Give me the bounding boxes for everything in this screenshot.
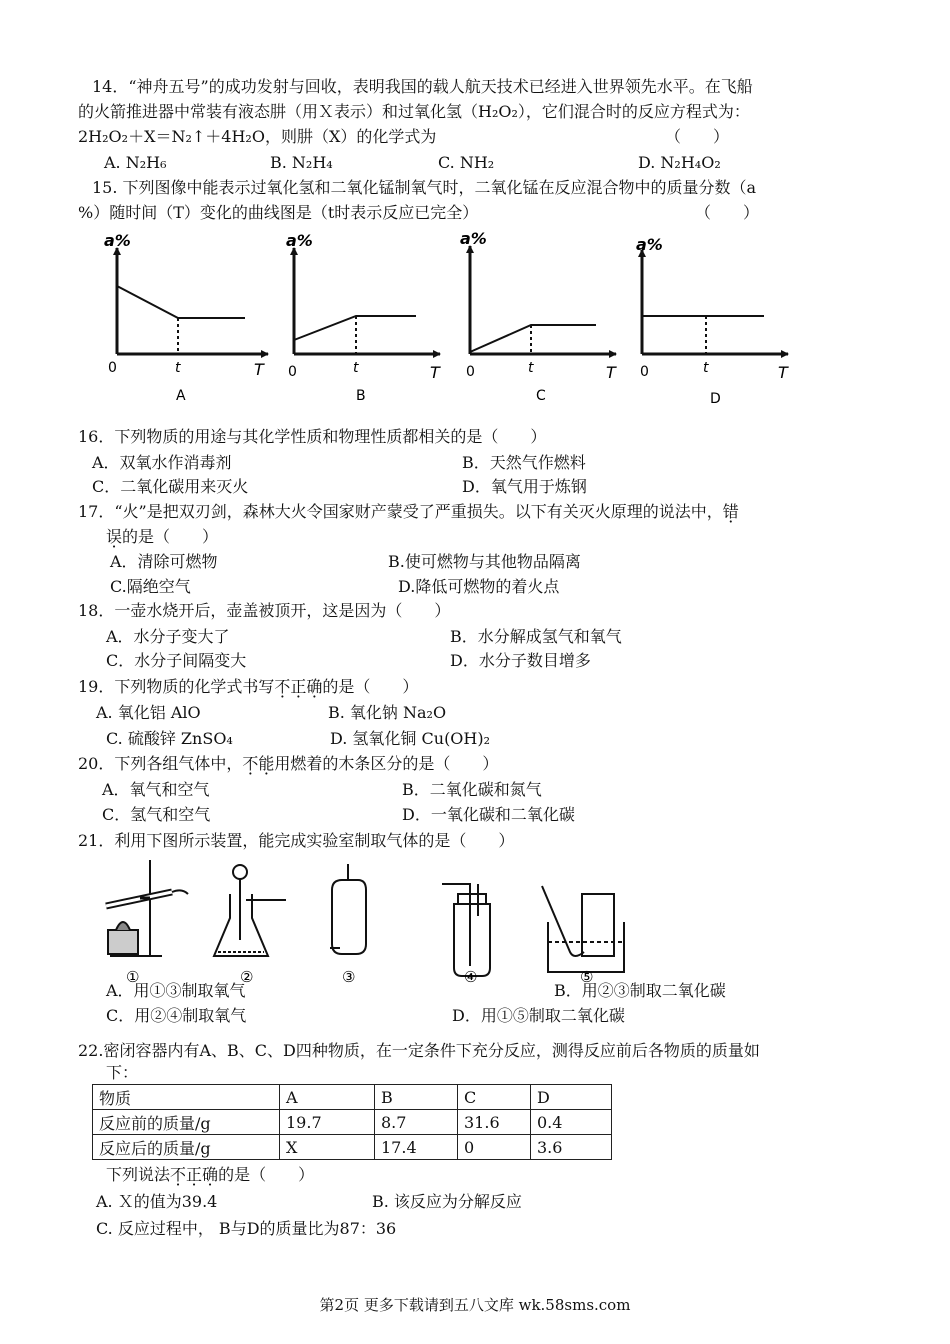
table-header-cell: D (531, 1085, 612, 1110)
graph-d-ylabel: a% (636, 235, 663, 254)
table-cell: 0 (458, 1135, 531, 1160)
q18-option-b: B．水分解成氢气和氧气 (450, 627, 622, 646)
table-header-row (93, 1085, 612, 1110)
q22-option-a: A. Ｘ的值为39.4 (96, 1192, 218, 1211)
q17-line2 (106, 526, 218, 548)
graph-c-xlabel: T (606, 363, 616, 382)
graph-d-caption: D (710, 391, 721, 407)
q19-option-d: D. 氢氧化铜 Cu(OH)₂ (330, 729, 491, 748)
apparatus-label-2: ② (240, 968, 254, 984)
graph-a-ylabel: a% (104, 231, 131, 250)
table-cell: 8.7 (375, 1110, 458, 1135)
graph-d-xlabel: T (778, 363, 788, 382)
q16-stem: 16．下列物质的用途与其化学性质和物理性质都相关的是（ ） (78, 427, 547, 446)
q20-option-c: C．氢气和空气 (102, 805, 211, 824)
apparatus-1-heating-tube (106, 860, 188, 956)
q19-stem-pre: 19．下列物质的化学式书写 (78, 677, 275, 696)
q14-option-d: D. N₂H₄O₂ (638, 153, 721, 172)
q15-graphs (90, 228, 810, 413)
table-cell: 17.4 (375, 1135, 458, 1160)
q16-option-b: B．天然气作燃料 (462, 453, 586, 472)
q14-option-c: C. NH₂ (438, 153, 495, 172)
q14-line3: 2H₂O₂＋X＝N₂↑＋4H₂O，则肼（X）的化学式为 (78, 127, 437, 146)
apparatus-label-5: ⑤ (580, 968, 594, 984)
q18-option-c: C．水分子间隔变大 (106, 651, 247, 670)
q19-stem (78, 676, 418, 698)
table-row (93, 1135, 612, 1160)
graph-a-origin: 0 (108, 360, 117, 376)
apparatus-4-gas-bottle (442, 884, 490, 976)
q22-emphasis-3: 确 (202, 1165, 219, 1184)
q22-emphasis-1: 不 (170, 1165, 187, 1184)
q14-answer-paren: （ ） (665, 127, 730, 146)
graph-a (104, 231, 268, 404)
q15-answer-paren: （ ） (695, 203, 760, 222)
table-cell: 3.6 (531, 1135, 612, 1160)
q22-line2: 下： (106, 1063, 139, 1082)
table-row (93, 1110, 612, 1135)
graph-c-ylabel: a% (460, 229, 487, 248)
graph-d-origin: 0 (640, 364, 649, 380)
q17-option-c: C.隔绝空气 (110, 577, 191, 596)
q17-line1 (78, 501, 739, 523)
table-cell: 19.7 (280, 1110, 375, 1135)
graph-c (460, 229, 617, 404)
mass-table (92, 1084, 612, 1160)
graph-a-t: t (175, 360, 181, 376)
q22-sub-stem (106, 1164, 314, 1186)
apparatus-2-flask (214, 865, 286, 956)
q20-stem-post: 用燃着的木条区分的是（ ） (274, 754, 499, 773)
q14-option-b: B. N₂H₄ (270, 153, 333, 172)
q22-option-c: C. 反应过程中， B与D的质量比为87：36 (96, 1219, 397, 1238)
q22-option-b: B. 该反应为分解反应 (372, 1192, 522, 1211)
q19-emphasis-1: 不 (274, 677, 291, 696)
graph-c-t: t (528, 360, 534, 376)
q14-line2: 的火箭推进器中常装有液态肼（用Ｘ表示）和过氧化氢（H₂O₂），它们混合时的反应方程式为： (78, 102, 750, 121)
q19-emphasis-2: 正 (290, 677, 307, 696)
table-cell: 31.6 (458, 1110, 531, 1135)
apparatus-label-3: ③ (342, 968, 356, 984)
graph-b-xlabel: T (430, 363, 440, 382)
q20-stem-pre: 20．下列各组气体中， (78, 754, 243, 773)
q20-emphasis-2: 能 (258, 754, 275, 773)
q17-option-a: A．清除可燃物 (110, 552, 218, 571)
graph-b (286, 231, 441, 404)
q14-line1: 14．“神舟五号”的成功发射与回收，表明我国的载人航天技术已经进入世界领先水平。在飞船 (92, 77, 753, 96)
q20-emphasis-1: 不 (242, 754, 259, 773)
q19-option-b: B. 氧化钠 Na₂O (328, 703, 447, 722)
table-header-cell: C (458, 1085, 531, 1110)
q19-emphasis-3: 确 (306, 677, 323, 696)
graph-b-origin: 0 (288, 364, 297, 380)
q19-stem-post: 的是（ ） (322, 677, 419, 696)
table-header-cell: B (375, 1085, 458, 1110)
q16-option-d: D．氧气用于炼钢 (462, 477, 587, 496)
q22-sub-stem-pre: 下列说法 (106, 1165, 171, 1184)
q17-option-d: D.降低可燃物的着火点 (398, 577, 560, 596)
apparatus-3-bottle (330, 864, 366, 954)
q21-option-c: C．用②④制取氧气 (106, 1006, 247, 1025)
q21-option-a: A．用①③制取氧气 (106, 981, 246, 1000)
table-header-cell: A (280, 1085, 375, 1110)
q21-stem: 21．利用下图所示装置，能完成实验室制取气体的是（ ） (78, 831, 515, 850)
q15-line1: 15. 下列图像中能表示过氧化氢和二氧化锰制氧气时，二氧化锰在反应混合物中的质量分数（a (92, 178, 757, 197)
q19-option-a: A. 氧化铝 AlO (96, 703, 201, 722)
q22-line1: 22.密闭容器内有A、B、C、D四种物质，在一定条件下充分反应，测得反应前后各物质的质量如 (78, 1041, 760, 1060)
table-cell: 反应后的质量/g (93, 1135, 280, 1160)
q20-stem (78, 753, 498, 775)
q22-sub-stem-post: 的是（ ） (218, 1165, 315, 1184)
q21-option-d: D．用①⑤制取二氧化碳 (452, 1006, 625, 1025)
table-cell: 反应前的质量/g (93, 1110, 280, 1135)
q15-line2: %）随时间（T）变化的曲线图是（t时表示反应已完全） (78, 203, 479, 222)
apparatus-5-water-trough (542, 886, 624, 972)
q17-option-b: B.使可燃物与其他物品隔离 (388, 552, 581, 571)
apparatus-label-4: ④ (464, 968, 478, 984)
graph-b-ylabel: a% (286, 231, 313, 250)
graph-a-xlabel: T (254, 360, 264, 379)
q17-emphasis-wu: 误 (106, 527, 123, 546)
q14-option-a: A. N₂H₆ (104, 153, 167, 172)
q16-option-a: A．双氧水作消毒剂 (92, 453, 232, 472)
q16-option-c: C．二氧化碳用来灭火 (92, 477, 249, 496)
q20-option-a: A．氧气和空气 (102, 780, 210, 799)
table-cell: X (280, 1135, 375, 1160)
graph-c-caption: C (536, 388, 546, 404)
q17-line1-text: 17．“火”是把双刃剑，森林大火令国家财产蒙受了严重损失。以下有关灭火原理的说法中， (78, 502, 723, 521)
q21-option-b: B．用②③制取二氧化碳 (554, 981, 726, 1000)
table-header-cell: 物质 (93, 1085, 280, 1110)
graph-a-caption: A (176, 388, 186, 404)
graph-b-t: t (353, 360, 359, 376)
graph-d-t: t (703, 360, 709, 376)
graph-c-origin: 0 (466, 364, 475, 380)
q21-apparatus (96, 856, 636, 984)
q18-stem: 18．一壶水烧开后，壶盖被顶开，这是因为（ ） (78, 601, 451, 620)
q20-option-d: D．一氧化碳和二氧化碳 (402, 805, 575, 824)
apparatus-label-1: ① (126, 968, 140, 984)
q22-emphasis-2: 正 (186, 1165, 203, 1184)
page-footer: 第2页 更多下载请到五八文库 wk.58sms.com (319, 1296, 631, 1314)
q20-option-b: B．二氧化碳和氮气 (402, 780, 542, 799)
q17-line2-text: 的是（ ） (122, 527, 219, 546)
table-cell: 0.4 (531, 1110, 612, 1135)
graph-d (636, 235, 789, 407)
q18-option-a: A．水分子变大了 (106, 627, 230, 646)
q19-option-c: C. 硫酸锌 ZnSO₄ (106, 729, 233, 748)
q18-option-d: D．水分子数目增多 (450, 651, 591, 670)
q17-emphasis-cuo: 错 (722, 502, 739, 521)
graph-b-caption: B (356, 388, 366, 404)
